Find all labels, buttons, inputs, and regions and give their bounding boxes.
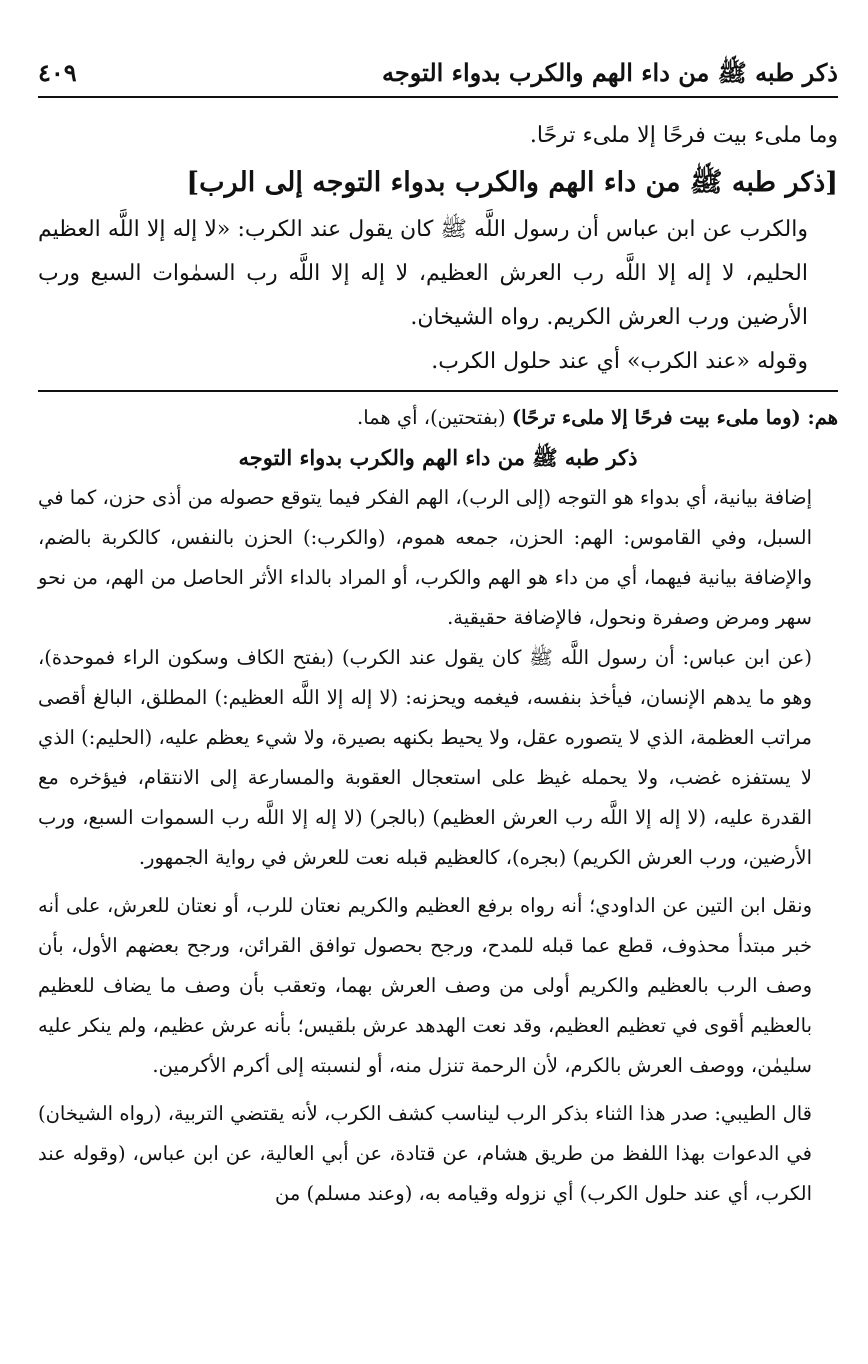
commentary-text <box>38 398 838 1214</box>
main-paragraph-1: والكرب عن ابن عباس أن رسول اللَّه ﷺ كان يقول عند الكرب: «لا إله إلا اللَّه العظيم الحليم، لا إله إلا اللَّه رب العرش العظيم، لا إله إلا اللَّه رب السمٰوات السبع ورب الأرضين ورب العرش الكريم. رواه الشيخان. <box>38 217 808 330</box>
commentary-paragraph-2: (عن ابن عباس: أن رسول اللَّه ﷺ كان يقول عند الكرب) (بفتح الكاف وسكون الراء فموحدة)، وهو ما يدهم الإنسان، فيأخذ بنفسه، فيغمه ويحزنه: (لا إله إلا اللَّه العظيم:) المطلق، البالغ أقصى مراتب العظمة، الذي لا يتصوره عقل، ولا يحيط بكنهه بصيرة، ولا شيء يعظم عليه، (الحليم:) الذي لا يستفزه غضب، ولا يحمله غيظ على استعجال العقوبة والمسارعة إلى الانتقام، فيؤخره مع القدرة عليه، (لا إله إلا اللَّه رب العرش العظيم) (بالجر) (لا إله إلا اللَّه رب السموات السبع، ورب الأرضين، ورب العرش الكريم) (بجره)، كالعظيم قبله نعت للعرش في رواية الجمهور. <box>38 646 812 869</box>
main-paragraph-2: وقوله «عند الكرب» أي عند حلول الكرب. <box>431 349 808 374</box>
book-page <box>38 0 838 1364</box>
section-rule <box>38 390 838 392</box>
main-text <box>38 114 838 384</box>
page-number: ٤٠٩ <box>38 58 77 87</box>
commentary-line-1-rest: (بفتحتين)، أي هما. <box>357 406 512 429</box>
commentary-line-1-bold: هم: (وما ملىء بيت فرحًا إلا ملىء ترحًا) <box>511 406 838 429</box>
running-header <box>38 52 838 96</box>
main-line-1: وما ملىء بيت فرحًا إلا ملىء ترحًا. <box>529 123 838 148</box>
main-heading: [ذكر طبه ﷺ من داء الهم والكرب بدواء التوجه إلى الرب] <box>186 167 838 198</box>
commentary-heading: ذكر طبه ﷺ من داء الهم والكرب بدواء التوجه <box>238 445 638 470</box>
commentary-line-1 <box>38 398 838 438</box>
running-title: ذكر طبه ﷺ من داء الهم والكرب بدواء التوجه <box>382 58 838 87</box>
commentary-paragraph-4: قال الطيبي: صدر هذا الثناء بذكر الرب ليناسب كشف الكرب، لأنه يقتضي التربية، (رواه الشيخان) في الدعوات بهذا اللفظ من طريق هشام، عن قتادة، عن أبي العالية، عن ابن عباس، (وقوله عند الكرب، أي عند حلول الكرب) أي نزوله وقيامه به، (وعند مسلم) من <box>38 1102 812 1205</box>
header-rule <box>38 96 838 98</box>
commentary-paragraph-3: ونقل ابن التين عن الداودي؛ أنه رواه برفع العظيم والكريم نعتان للرب، أو نعتان للعرش، على أنه خبر مبتدأ محذوف، قطع عما قبله للمدح، ورجح بحصول توافق القرائن، ورجح بعضهم الأول، بأن وصف الرب بالعظيم والكريم أولى من وصف العرش بهما، وتعقب بأن وصف ما يضاف للعظيم بالعظيم أقوى في تعظيم العظيم، وقد نعت الهدهد عرش بلقيس؛ بأنه عرش عظيم، ولم ينكر عليه سليمٰن، ووصف العرش بالكرم، لأن الرحمة تنزل منه، أو لنسبته إلى أكرم الأكرمين. <box>38 894 812 1077</box>
commentary-paragraph-1: إضافة بيانية، أي بدواء هو التوجه (إلى الرب)، الهم الفكر فيما يتوقع حصوله من أذى حزن، كما في السبل، وفي القاموس: الهم: الحزن، جمعه هموم، (والكرب:) الحزن بالنفس، كالكربة بالضم، والإضافة بيانية فيهما، أي من داء هو الهم والكرب، أو المراد بالداء الأثر الحاصل من الهم، من نحو سهر ومرض وصفرة ونحول، فالإضافة حقيقية. <box>38 486 812 629</box>
